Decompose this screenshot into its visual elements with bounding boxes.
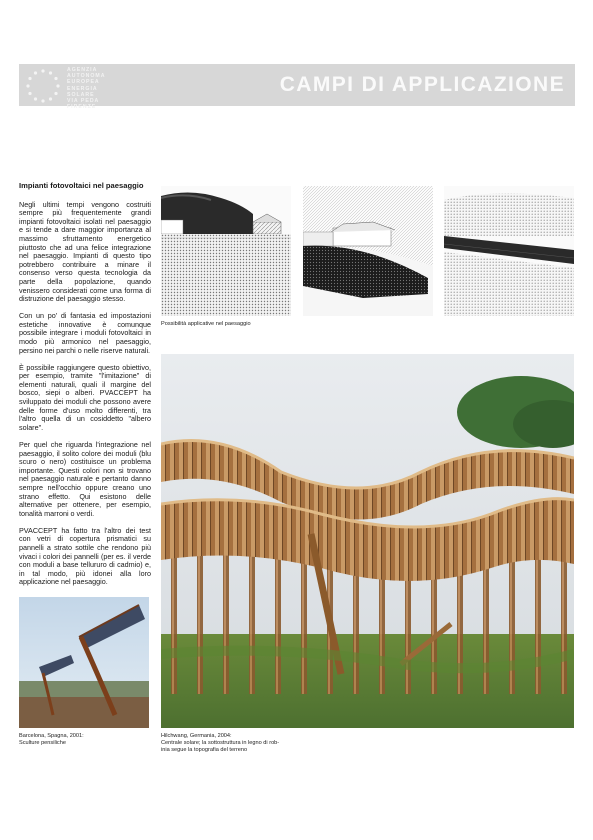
- article-paragraph: È possibile raggiungere questo obiettivo, per esempio, tramite "l'imitazione" di elementi naturali, quali il margine del bosco, siepi o alberi. PVACCEPT ha sviluppato dei moduli che possono avere delle forme d'uso molto differenti, tra l'altro quella di un cosiddetto "albero solare".: [19, 362, 151, 432]
- logo-line: SOLARE: [67, 91, 95, 98]
- logo-line: VIA PEDA: [67, 98, 100, 105]
- article-paragraph: PVACCEPT ha fatto tra l'altro dei test con vetri di copertura prismatici su pannelli a strato sottile che rendono più vivaci i colori dei pannelli (per es. il verde con moduli a base tellururo di cadmio) e, in tal modo, più idonei alla loro applicazione nel paesaggio.: [19, 525, 151, 587]
- barcelona-caption: [19, 733, 84, 747]
- sketches-caption: Possibilità applicative nel paesaggio: [161, 321, 251, 327]
- article-column: [19, 182, 151, 595]
- article-paragraph: Con un po' di fantasia ed impostazioni estetiche innovative è comunque possibile integrare i moduli fotovoltaici in modo più armonico nel paesaggio, persino nei parchi o nelle riserve naturali.: [19, 311, 151, 355]
- logo-line: AGENZIA: [67, 67, 98, 73]
- caption-line: Sculture pensiliche: [19, 740, 66, 746]
- section-title: CAMPI DI APPLICAZIONE: [279, 73, 565, 96]
- hilchwang-caption: [161, 733, 279, 754]
- logo-line: FIRENZE: [67, 104, 97, 111]
- caption-line: Barcelona, Spagna, 2001:: [19, 733, 84, 739]
- logo-line: EUROPEA: [67, 79, 100, 86]
- caption-line: inia segue la topografia del terreno: [161, 747, 248, 753]
- solar-structure-photo: [161, 354, 574, 728]
- header-band: [19, 64, 575, 111]
- sketch-hedge-image: [161, 186, 291, 316]
- logo-text: [67, 67, 127, 110]
- logo-line: ENERGIA: [67, 85, 98, 92]
- sketch-rows-image: [444, 186, 574, 316]
- caption-line: Hilchwang, Germania, 2004:: [161, 733, 232, 739]
- article-heading: Impianti fotovoltaici nel paesaggio: [19, 181, 144, 190]
- eu-stars-logo-icon: [23, 66, 63, 106]
- logo-line: AUTONOMA: [67, 73, 106, 80]
- article-paragraph: Negli ultimi tempi vengono costruiti sempre più frequentemente grandi impianti fotovoltaici isolati nel paesaggio e si tende a dare maggior importanza al massimo sfruttamento energetico piuttosto che ad una felice integrazione nel paesaggio. Impianti di questo tipo potrebbero contribuire a minare il consenso verso questa tecnologia da parte della popolazione, quando venissero considerati come una forma di distruzione del paesaggio stesso.: [19, 199, 151, 304]
- article-paragraph: Per quel che riguarda l'integrazione nel paesaggio, il solito colore dei moduli (blu scuro o nero) costituisce un problema importante. Questi colori non si trovano nel paesaggio naturale e pertanto danno sempre nell'occhio oppure creano uno strano effetto. Qui esistono delle alternative per ottenere, per esempio, tonalità marroni o verdi.: [19, 439, 151, 518]
- barcelona-sculpture-photo: [19, 597, 149, 728]
- sketch-field-image: [303, 186, 433, 316]
- caption-line: Centrale solare; la sottostruttura in legno di rob-: [161, 740, 280, 746]
